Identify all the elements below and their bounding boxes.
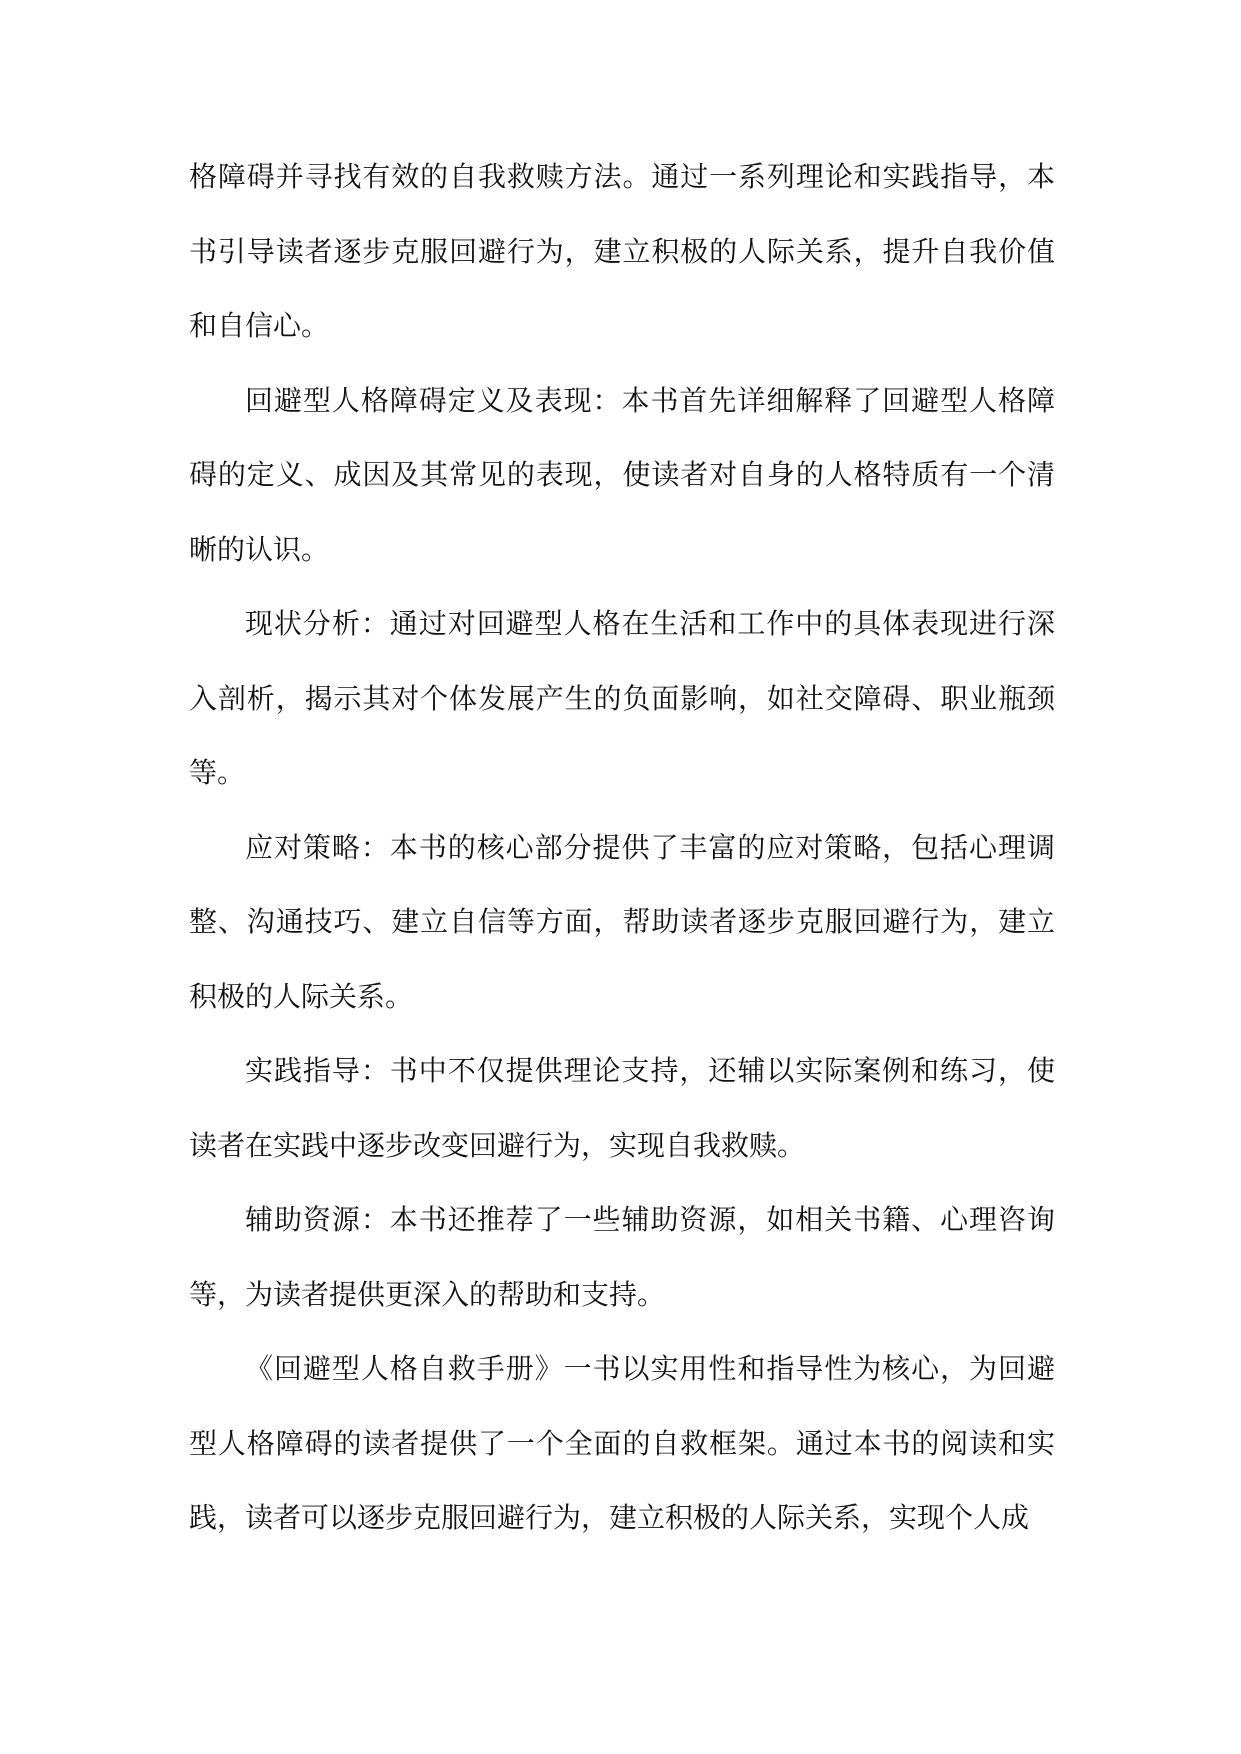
paragraph-analysis: 现状分析：通过对回避型人格在生活和工作中的具体表现进行深入剖析，揭示其对个体发展产生的负面影响，如社交障碍、职业瓶颈等。 (189, 607, 1055, 789)
paragraph-intro-continued: 格障碍并寻找有效的自我救赎方法。通过一系列理论和实践指导，本书引导读者逐步克服回避行为，建立积极的人际关系，提升自我价值和自信心。 (189, 160, 1055, 342)
paragraph-practice: 实践指导：书中不仅提供理论支持，还辅以实际案例和练习，使读者在实践中逐步改变回避行为，实现自我救赎。 (189, 1054, 1055, 1162)
paragraph-resources: 辅助资源：本书还推荐了一些辅助资源，如相关书籍、心理咨询等，为读者提供更深入的帮助和支持。 (189, 1203, 1055, 1311)
paragraph-definition: 回避型人格障碍定义及表现：本书首先详细解释了回避型人格障碍的定义、成因及其常见的表现，使读者对自身的人格特质有一个清晰的认识。 (189, 383, 1055, 566)
paragraph-strategies: 应对策略：本书的核心部分提供了丰富的应对策略，包括心理调整、沟通技巧、建立自信等方面，帮助读者逐步克服回避行为，建立积极的人际关系。 (189, 830, 1055, 1013)
paragraph-summary: 《回避型人格自救手册》一书以实用性和指导性为核心，为回避型人格障碍的读者提供了一个全面的自救框架。通过本书的阅读和实践，读者可以逐步克服回避行为，建立积极的人际关系，实现个人成 (189, 1352, 1055, 1534)
document-body (189, 140, 1055, 1556)
